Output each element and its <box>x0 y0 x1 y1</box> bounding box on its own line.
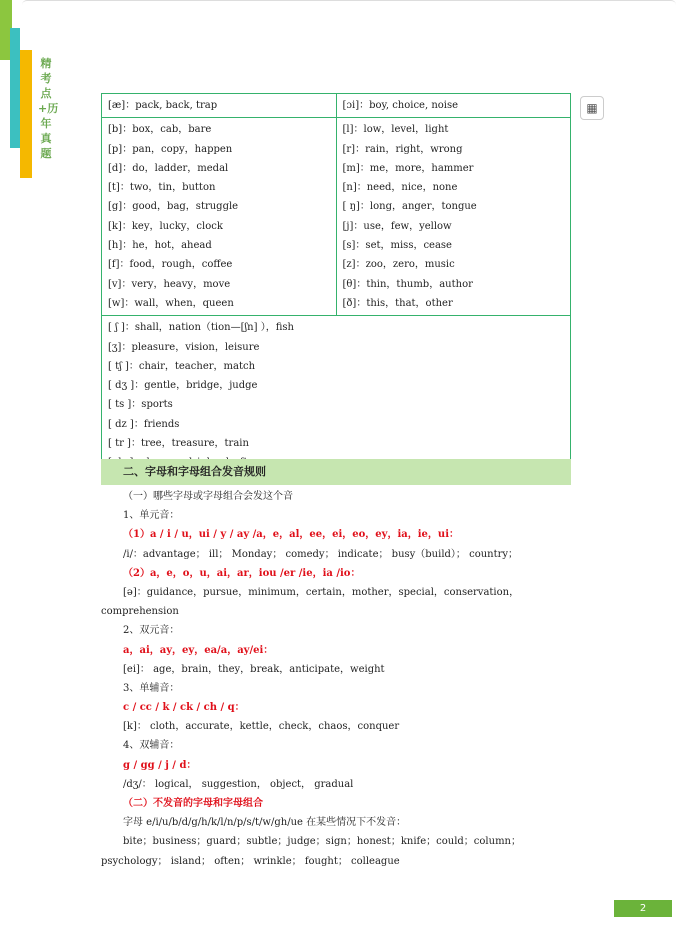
qr-code-icon[interactable]: ▦ <box>580 96 604 120</box>
phonetic-line: [g]：good，bag，struggle <box>108 201 239 213</box>
phonetic-line: [ tr ]：tree，treasure，train <box>108 438 249 450</box>
side-title: 精考点+历年真题 <box>38 57 59 160</box>
phonetic-line: [s]：set，miss，cease <box>342 240 452 252</box>
table-cell <box>336 118 571 316</box>
table-cell <box>102 118 337 316</box>
decor-bar-yellow <box>20 50 32 178</box>
phonetic-line: [j]：use，few，yellow <box>342 220 452 232</box>
body-line: psychology； island； often； wrinkle； fought； colleague <box>101 855 400 867</box>
body-line: [ei]： age，brain，they，break，anticipate，weight <box>123 663 385 675</box>
body-line: c / cc / k / ck / ch / q： <box>123 702 245 714</box>
section-heading-text: 二、字母和字母组合发音规则 <box>123 465 266 478</box>
page-top-border <box>22 0 676 5</box>
phonetic-line: [ ts ]：sports <box>108 399 173 411</box>
phonetic-line: [d]：do，ladder，medal <box>108 162 229 174</box>
phonetic-line: [n]：need，nice，none <box>342 182 458 194</box>
phonetic-line: [æ]：pack, back, trap <box>108 100 218 111</box>
phonetic-line: [k]：key，lucky，clock <box>108 220 223 232</box>
section-heading <box>101 459 571 485</box>
phonetic-line: [ tʃ ]：chair，teacher，match <box>108 360 256 372</box>
phonetic-line: [p]：pan，copy，happen <box>108 143 233 155</box>
body-line: bite；business；guard；subtle；judge；sign；honest；knife；could；column； <box>123 836 521 848</box>
phonetic-line: [θ]：thin，thumb，author <box>342 278 473 290</box>
body-line: [k]： cloth，accurate，kettle，check，chaos，conquer <box>123 721 400 733</box>
body-line: comprehension <box>101 606 179 618</box>
body-line: （二）不发音的字母和字母组合 <box>123 798 263 809</box>
phonetic-line: [ ʃ ]：shall，nation（tion—[ʃn] ），fish <box>108 322 294 334</box>
body-line: [ə]：guidance，pursue，minimum，certain，mother，special，conservation， <box>123 586 520 598</box>
body-line: /dʒ/： logical， suggestion， object， gradual <box>123 778 354 790</box>
phonetic-line: [ʒ]：pleasure，vision，leisure <box>108 341 260 353</box>
phonetic-line: [ ŋ]：long，anger，tongue <box>342 201 477 213</box>
phonetic-line: [f]：food，rough，coffee <box>108 259 233 271</box>
phonetic-line: [v]：very，heavy，move <box>108 278 231 290</box>
body-line: 2、双元音： <box>123 625 180 637</box>
table-cell <box>336 94 571 118</box>
table-cell <box>102 94 337 118</box>
table-cell <box>102 316 571 475</box>
phonetic-line: [b]：box，cab，bare <box>108 124 212 136</box>
phonetic-line: [t]：two，tin，button <box>108 182 216 194</box>
phonetic-line: [h]：he，hot，ahead <box>108 240 212 252</box>
phonetic-line: [ɔi]：boy, choice, noise <box>342 100 459 111</box>
body-line: （一）哪些字母或字母组合会发这个音 <box>123 491 293 502</box>
body-line: g / gg / j / d： <box>123 759 197 771</box>
phonetic-line: [w]：wall，when，queen <box>108 297 234 309</box>
body-line: 字母 e/i/u/b/d/g/h/k/l/n/p/s/t/w/gh/ue 在某些情况下不发音： <box>123 817 407 829</box>
phonetic-line: [ dʒ ]：gentle，bridge，judge <box>108 380 258 392</box>
body-line: 4、双辅音： <box>123 740 180 752</box>
body-line: a，ai，ay，ey，ea/a，ay/ei： <box>123 644 274 656</box>
body-line: 3、单辅音： <box>123 682 180 694</box>
page-number: 2 <box>614 900 672 917</box>
phonetic-line: [r]：rain，right，wrong <box>342 143 463 155</box>
phonetic-line: [l]：low，level，light <box>342 124 449 136</box>
phonetic-table <box>101 93 571 476</box>
phonetic-line: [ dz ]：friends <box>108 418 180 430</box>
phonetic-line: [m]：me，more，hammer <box>342 162 474 174</box>
body-line: 1、单元音： <box>123 510 180 522</box>
rules-body <box>101 487 571 871</box>
decor-bar-teal <box>10 28 20 148</box>
phonetic-line: [z]：zoo，zero，music <box>342 259 455 271</box>
body-line: /i/：advantage； ill； Monday； comedy； indicate； busy（build）； country； <box>123 548 519 560</box>
phonetic-line: [ð]：this，that，other <box>342 297 453 309</box>
body-line: （1）a / i / u，ui / y / ay /a，e，al，ee，ei，eo，ey，ia，ie，ui： <box>123 529 459 541</box>
body-line: （2）a，e，o，u，ai，ar，iou /er /ie，ia /io： <box>123 567 361 579</box>
